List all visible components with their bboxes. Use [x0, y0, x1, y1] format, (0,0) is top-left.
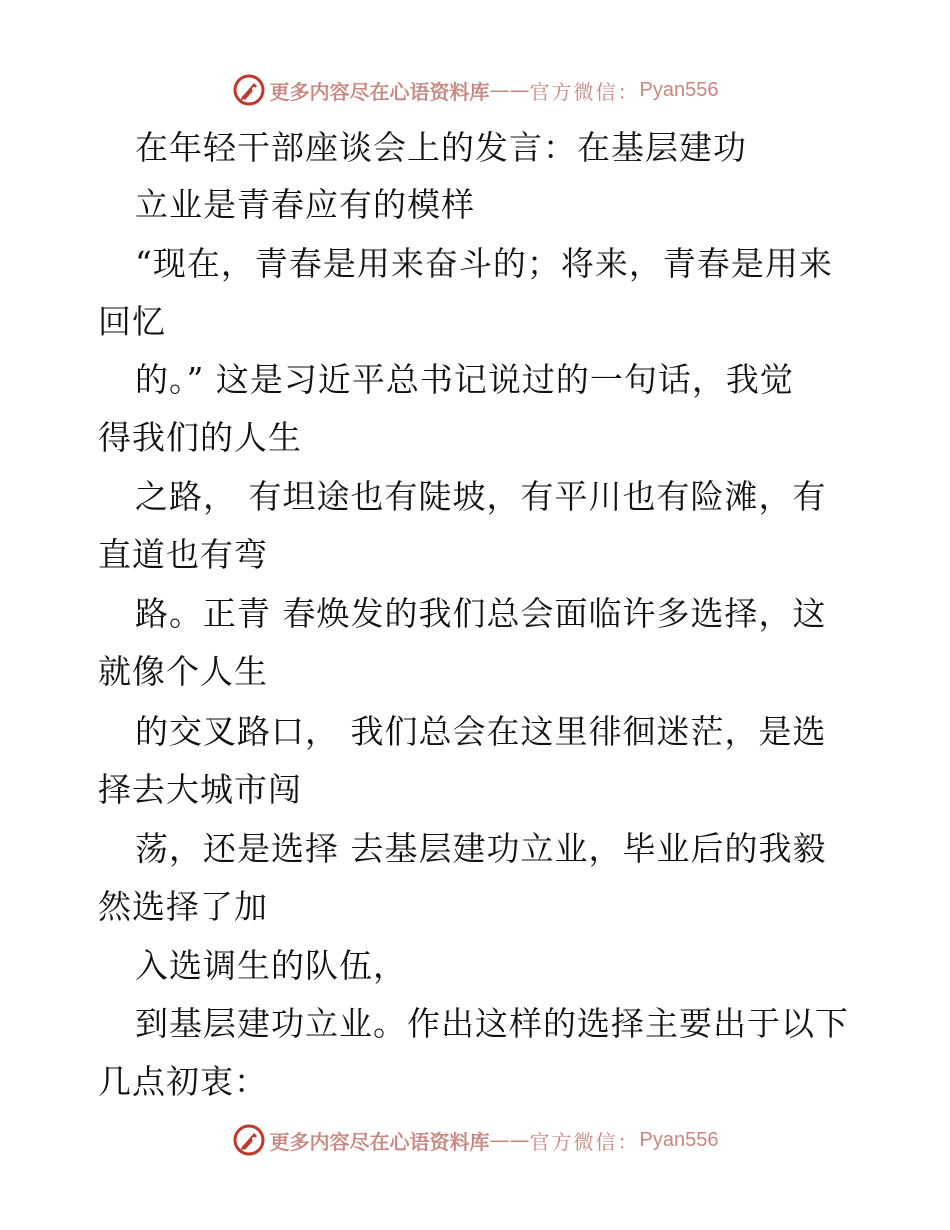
paragraph-line: 到基层建功立业。作出这样的选择主要出于以下 [135, 1004, 849, 1043]
paragraph-line: 回忆 [98, 302, 166, 341]
watermark-label: 官方微信： [529, 79, 640, 104]
paragraph-line: 就像个人生 [98, 652, 268, 691]
paragraph-line: 入选调生的队伍， [135, 946, 407, 985]
watermark-handle: Pyan556 [639, 1128, 719, 1151]
watermark-label: 官方微信： [529, 1129, 640, 1154]
watermark-banner-bottom [0, 1120, 950, 1160]
paragraph-line: “现在，青春是用来奋斗的；将来，青春是用来 [135, 244, 833, 283]
paragraph-line: 直道也有弯 [98, 535, 268, 574]
paragraph-line: 的交叉路口， 我们总会在这里徘徊迷茫，是选 [135, 712, 827, 751]
pen-nib-seal-icon [232, 1123, 266, 1157]
paragraph-line: 然选择了加 [98, 887, 268, 926]
title-line-1: 在年轻干部座谈会上的发言：在基层建功 [135, 128, 747, 167]
title-line-2: 立业是青春应有的模样 [135, 185, 475, 224]
pen-nib-seal-icon [232, 73, 266, 107]
paragraph-line: 荡，还是选择 去基层建功立业，毕业后的我毅 [135, 829, 827, 868]
watermark-brand: 更多内容尽在心语资料库 [269, 79, 490, 104]
watermark-handle: Pyan556 [639, 78, 719, 101]
paragraph-line: 几点初衷： [98, 1062, 268, 1101]
paragraph-line: 得我们的人生 [98, 418, 302, 457]
paragraph-line: 之路， 有坦途也有陡坡，有平川也有险滩，有 [135, 477, 827, 516]
watermark-banner-top [0, 70, 950, 110]
paragraph-line: 的。” 这是习近平总书记说过的一句话，我觉 [135, 360, 794, 399]
paragraph-line: 择去大城市闯 [98, 770, 302, 809]
watermark-separator: —— [489, 1128, 530, 1152]
watermark-separator: —— [489, 78, 530, 102]
paragraph-line: 路。正青 春焕发的我们总会面临许多选择，这 [135, 594, 827, 633]
watermark-brand: 更多内容尽在心语资料库 [269, 1129, 490, 1154]
